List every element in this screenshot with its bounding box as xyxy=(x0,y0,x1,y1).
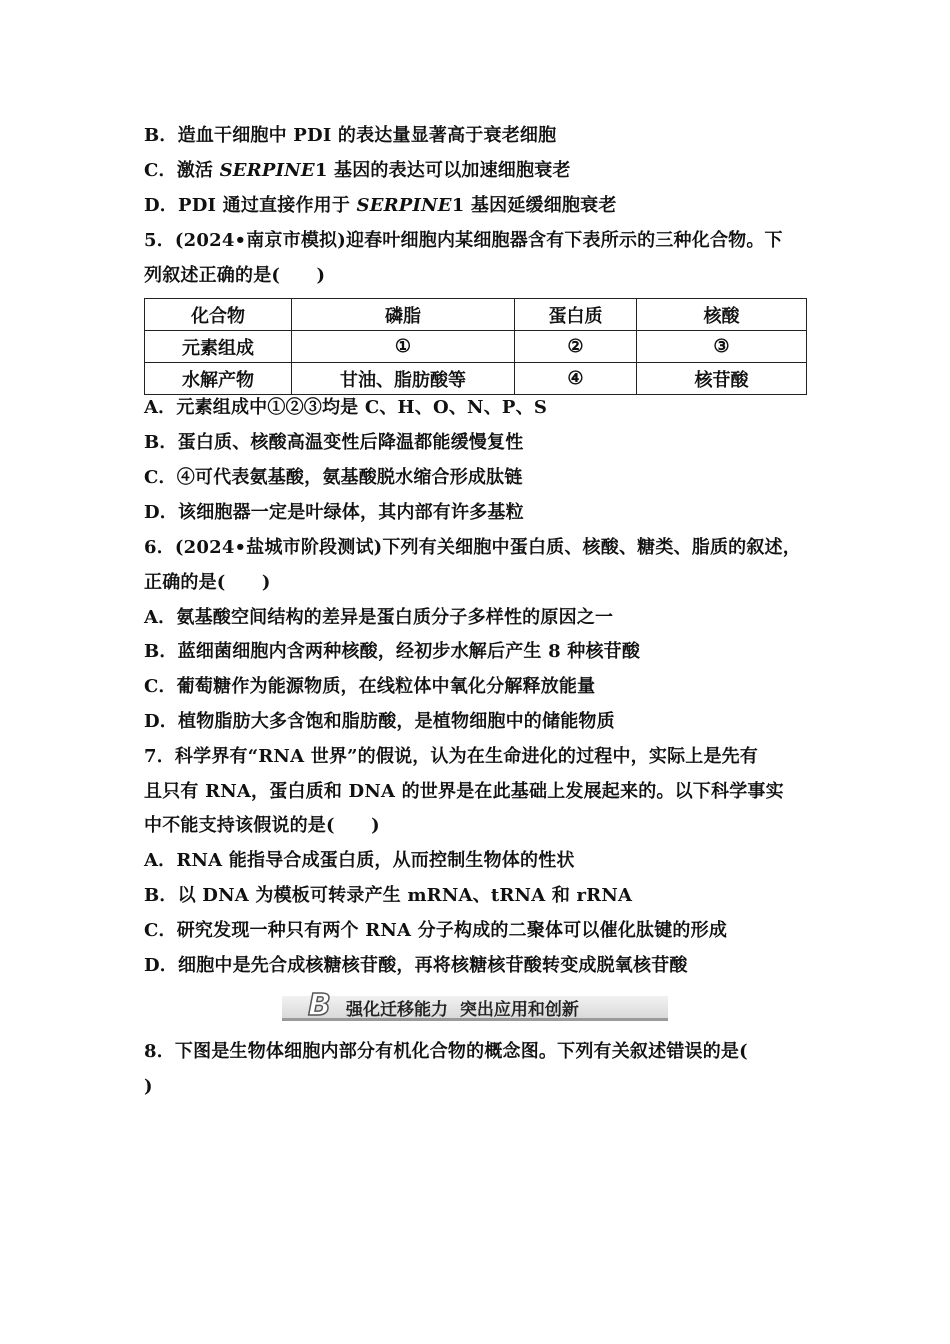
q7-stem-line2: 且只有 RNA，蛋白质和 DNA 的世界是在此基础上发展起来的。以下科学事实 xyxy=(144,781,784,802)
q6-stem-line1: 6．(2024•盐城市阶段测试)下列有关细胞中蛋白质、核酸、糖类、脂质的叙述， xyxy=(144,537,801,558)
q4-option-d-prefix: D．PDI 通过直接作用于 xyxy=(144,195,357,216)
q4-option-d-gene: SERPINE xyxy=(356,195,452,216)
q7-stem-line1: 7．科学界有“RNA 世界”的假说，认为在生命进化的过程中，实际上是先有 xyxy=(144,746,759,767)
table-header-cell: 核酸 xyxy=(637,299,807,331)
q4-option-c-gene: SERPINE xyxy=(219,160,315,181)
q5-option-b: B．蛋白质、核酸高温变性后降温都能缓慢复性 xyxy=(144,432,524,453)
q4-option-d xyxy=(144,194,617,218)
banner-title: 强化迁移能力 突出应用和创新 xyxy=(346,1000,579,1020)
q5-option-a: A．元素组成中①②③均是 C、H、O、N、P、S xyxy=(144,397,548,418)
table-cell: ② xyxy=(515,331,637,363)
q5-option-d: D．该细胞器一定是叶绿体，其内部有许多基粒 xyxy=(144,502,524,523)
table-cell: ① xyxy=(292,331,515,363)
section-banner xyxy=(282,990,668,1022)
q8-stem-line2: ) xyxy=(144,1076,153,1097)
table-cell: 元素组成 xyxy=(145,331,292,363)
q5-option-c: C．④可代表氨基酸，氨基酸脱水缩合形成肽链 xyxy=(144,467,523,488)
table-header-cell: 蛋白质 xyxy=(515,299,637,331)
table-cell: ④ xyxy=(515,363,637,395)
table-row xyxy=(145,363,807,395)
q7-stem-line3: 中不能支持该假说的是( ) xyxy=(144,815,380,836)
q7-option-c: C．研究发现一种只有两个 RNA 分子构成的二聚体可以催化肽键的形成 xyxy=(144,920,728,941)
q4-option-b: B．造血干细胞中 PDI 的表达量显著高于衰老细胞 xyxy=(144,125,557,146)
q4-option-c-suffix: 1 基因的表达可以加速细胞衰老 xyxy=(314,160,571,181)
table-cell: 核苷酸 xyxy=(637,363,807,395)
q6-option-b: B．蓝细菌细胞内含两种核酸，经初步水解后产生 8 种核苷酸 xyxy=(144,641,641,662)
table-row xyxy=(145,331,807,363)
banner-letter-icon: B xyxy=(308,988,331,1023)
q6-option-a: A．氨基酸空间结构的差异是蛋白质分子多样性的原因之一 xyxy=(144,607,614,628)
table-header-cell: 磷脂 xyxy=(292,299,515,331)
table-header-cell: 化合物 xyxy=(145,299,292,331)
table-cell: ③ xyxy=(637,331,807,363)
q5-stem-line1: 5．(2024•南京市模拟)迎春叶细胞内某细胞器含有下表所示的三种化合物。下 xyxy=(144,230,783,251)
q7-option-a: A．RNA 能指导合成蛋白质，从而控制生物体的性状 xyxy=(144,850,575,871)
table-cell: 水解产物 xyxy=(145,363,292,395)
q8-stem-line1: 8．下图是生物体细胞内部分有机化合物的概念图。下列有关叙述错误的是( xyxy=(144,1041,748,1062)
q4-option-d-suffix: 1 基因延缓细胞衰老 xyxy=(451,195,617,216)
q7-option-d: D．细胞中是先合成核糖核苷酸，再将核糖核苷酸转变成脱氧核苷酸 xyxy=(144,955,688,976)
q5-compound-table xyxy=(144,298,807,395)
table-cell: 甘油、脂肪酸等 xyxy=(292,363,515,395)
q4-option-c xyxy=(144,159,571,183)
q7-option-b: B．以 DNA 为模板可转录产生 mRNA、tRNA 和 rRNA xyxy=(144,885,633,906)
q6-option-d: D．植物脂肪大多含饱和脂肪酸，是植物细胞中的储能物质 xyxy=(144,711,615,732)
q6-stem-line2: 正确的是( ) xyxy=(144,572,271,593)
q6-option-c: C．葡萄糖作为能源物质，在线粒体中氧化分解释放能量 xyxy=(144,676,596,697)
q5-stem-line2: 列叙述正确的是( ) xyxy=(144,265,326,286)
q4-option-c-prefix: C．激活 xyxy=(144,160,220,181)
table-header-row xyxy=(145,299,807,331)
